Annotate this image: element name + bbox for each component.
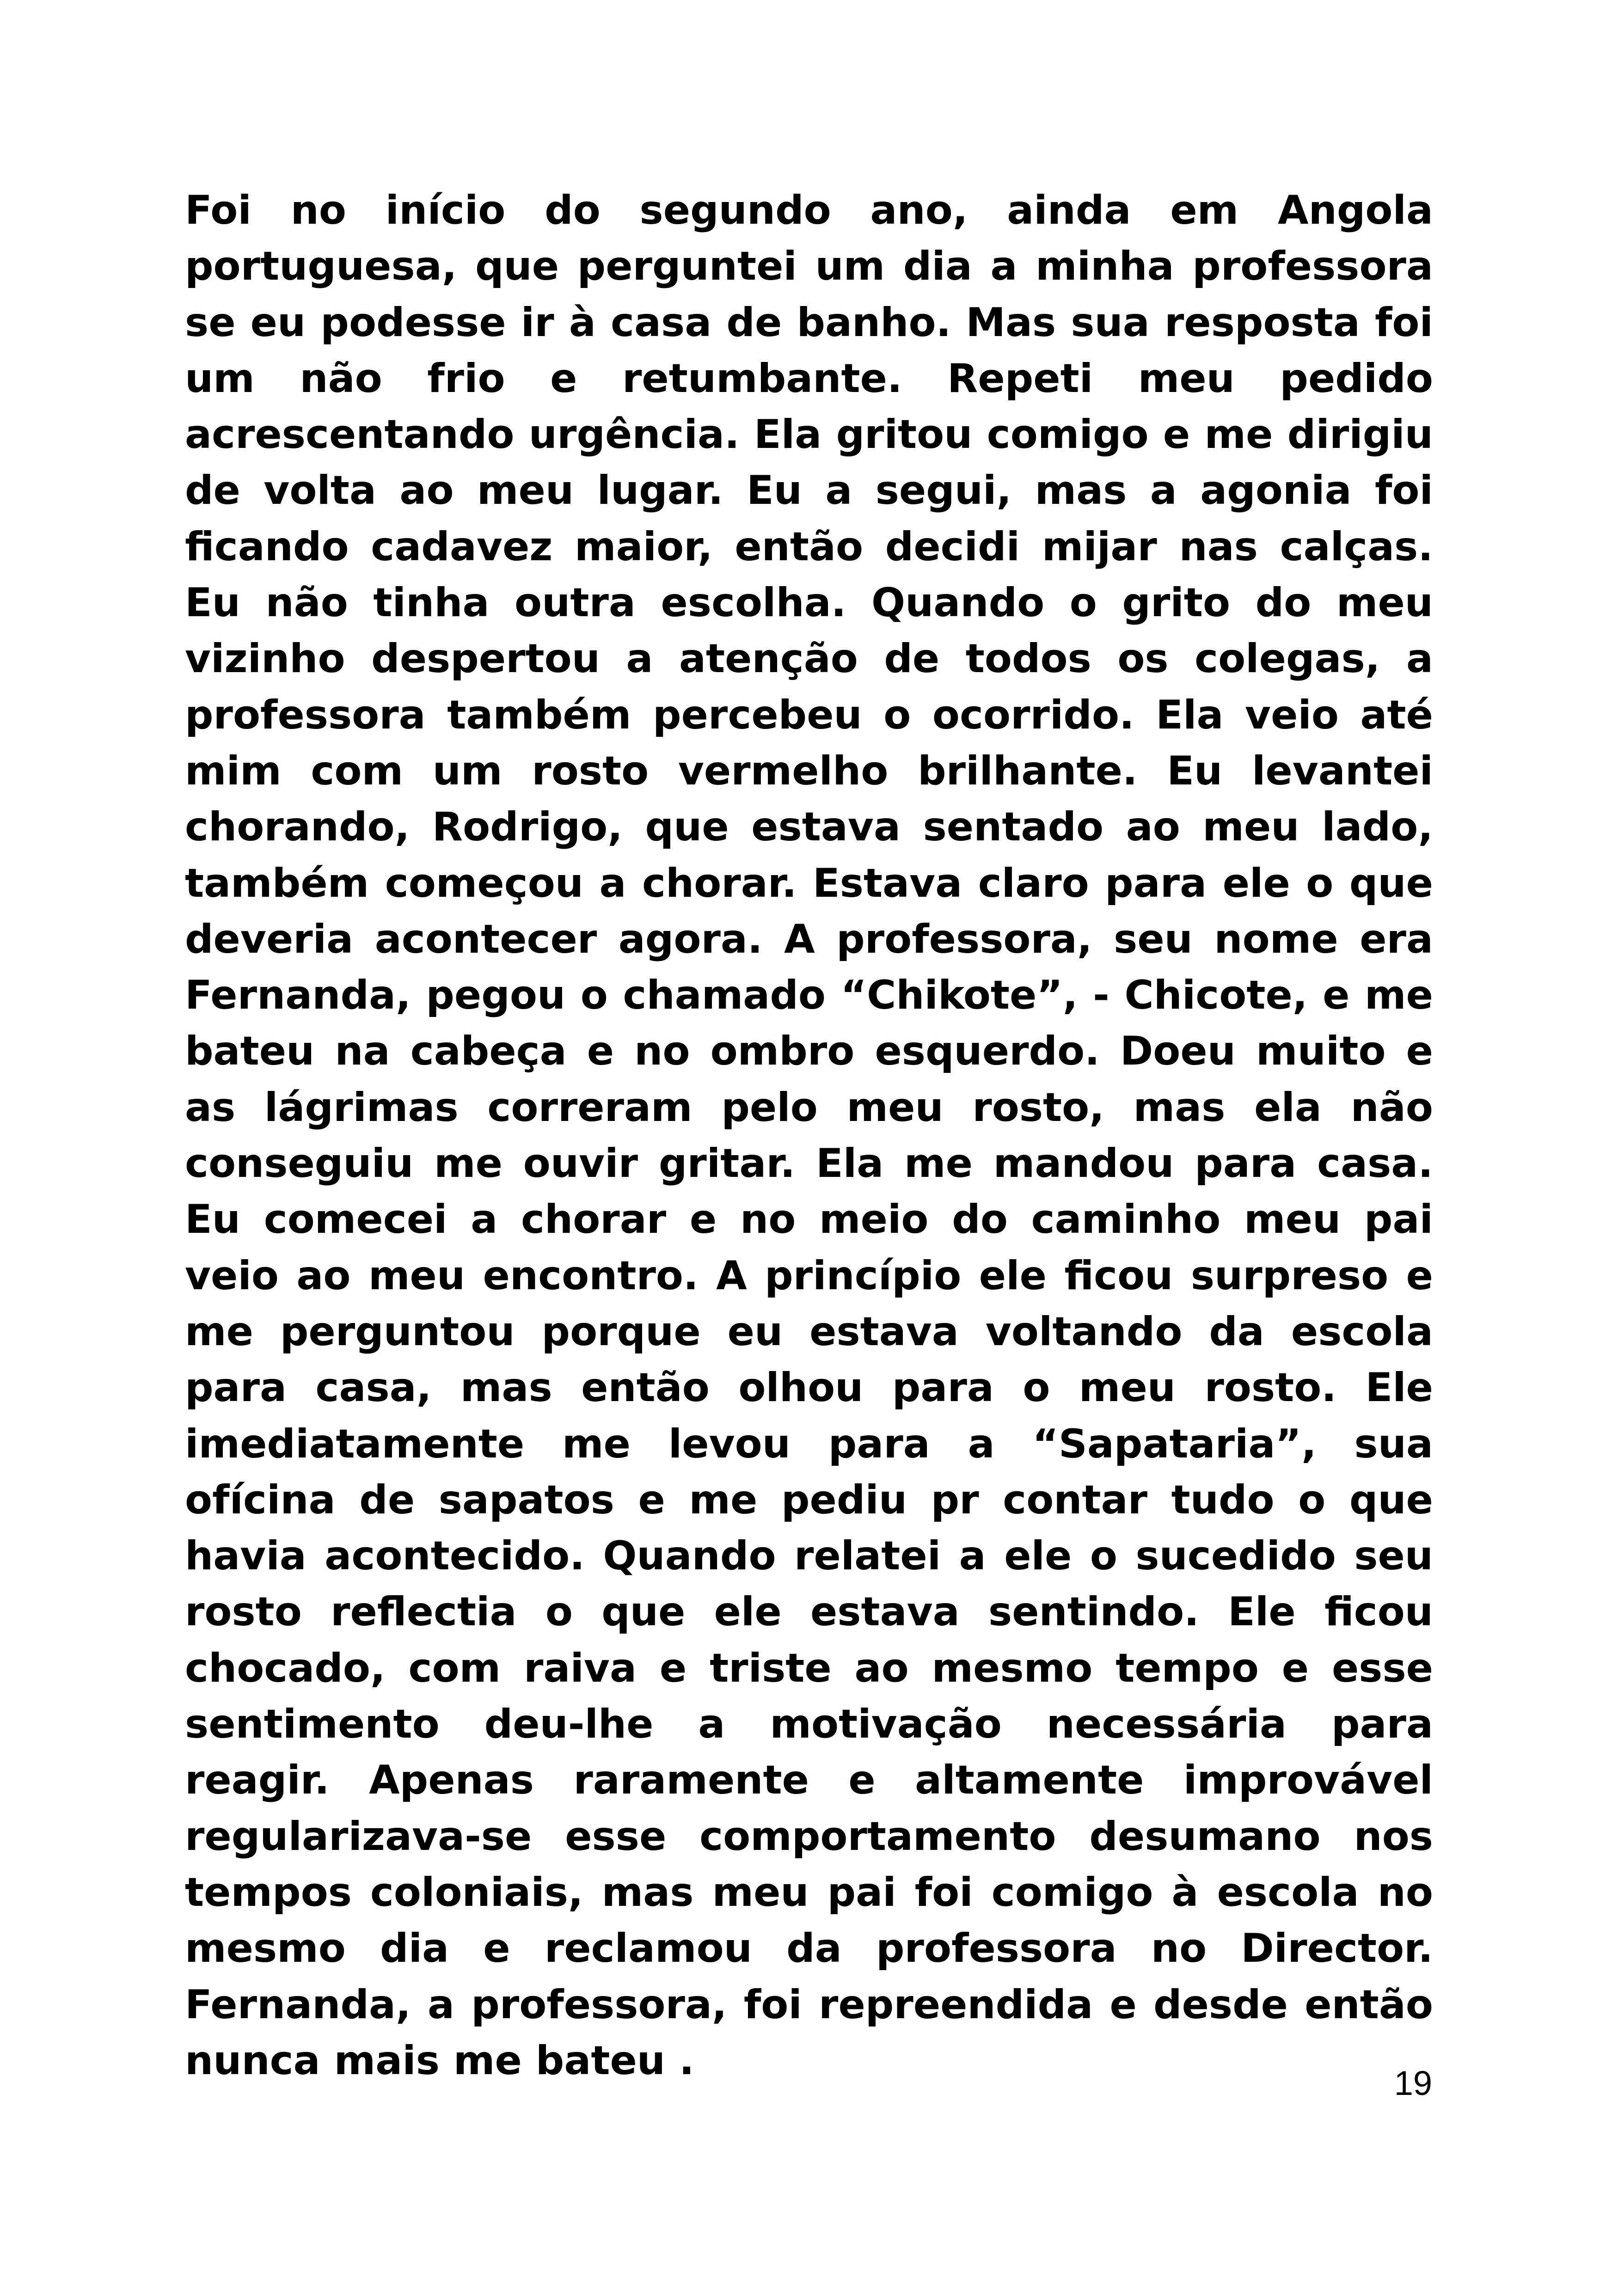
body-paragraph: Foi no início do segundo ano, ainda em Angola portuguesa, que perguntei um dia a minha professora se eu podesse ir à casa de banho. Mas sua resposta foi um não frio e retumbante. Repeti meu pedido acrescentando urgência. Ela gritou comigo e me dirigiu de volta ao meu lugar. Eu a segui, mas a agonia foi ficando cadavez maior, então decidi mijar nas calças. Eu não tinha outra escolha. Quando o grito do meu vizinho despertou a atenção de todos os colegas, a professora também percebeu o ocorrido. Ela veio até mim com um rosto vermelho brilhante. Eu levantei chorando, Rodrigo, que estava sentado ao meu lado, também começou a chorar. Estava claro para ele o que deveria acontecer agora. A professora, seu nome era Fernanda, pegou o chamado “Chikote”, - Chicote, e me bateu na cabeça e no ombro esquerdo. Doeu muito e as lágrimas correram pelo meu rosto, mas ela não conseguiu me ouvir gritar. Ela me mandou para casa. Eu comecei a chorar e no meio do caminho meu pai veio ao meu encontro. A princípio ele ficou surpreso e me perguntou porque eu estava voltando da escola para casa, mas então olhou para o meu rosto. Ele imediatamente me levou para a “Sapataria”, sua ofícina de sapatos e me pediu pr contar tudo o que havia acontecido. Quando relatei a ele o sucedido seu rosto reflectia o que ele estava sentindo. Ele ficou chocado, com raiva e triste ao mesmo tempo e esse sentimento deu-lhe a motivação necessária para reagir. Apenas raramente e altamente improvável regularizava-se esse comportamento desumano nos tempos coloniais, mas meu pai foi comigo à escola no mesmo dia e reclamou da professora no Director. Fernanda, a professora, foi repreendida e desde então nunca mais me bateu . xyxy=(185,187,1433,2084)
page-number: 19 xyxy=(1394,2064,1432,2102)
